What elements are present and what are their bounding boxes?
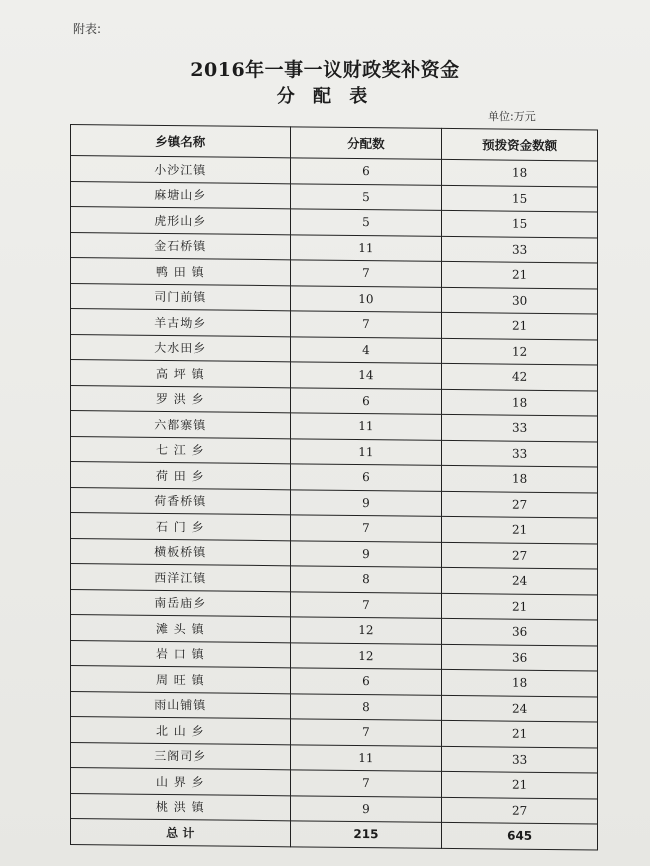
attachment-label: 附表: (73, 22, 102, 36)
amount-cell: 18 (442, 669, 598, 696)
amount-cell: 15 (442, 210, 598, 237)
township-cell: 雨山铺镇 (71, 691, 291, 719)
amount-cell: 21 (442, 312, 598, 339)
count-cell: 12 (290, 642, 442, 669)
amount-cell: 18 (442, 159, 598, 186)
township-cell: 大水田乡 (71, 334, 291, 362)
count-cell: 9 (290, 489, 442, 516)
township-cell: 荷 田 乡 (71, 462, 291, 490)
township-cell: 滩 头 镇 (71, 615, 291, 643)
count-cell: 9 (290, 540, 442, 567)
township-cell: 北 山 乡 (71, 717, 291, 745)
count-cell: 7 (290, 311, 442, 338)
count-cell: 14 (290, 362, 442, 389)
count-cell: 7 (290, 260, 442, 287)
count-cell: 11 (290, 744, 442, 771)
total-amount: 645 (442, 822, 598, 849)
township-cell: 虎形山乡 (71, 207, 291, 235)
amount-cell: 21 (442, 261, 598, 288)
amount-cell: 36 (442, 618, 598, 645)
count-cell: 9 (290, 795, 442, 822)
count-cell: 8 (290, 693, 442, 720)
unit-label: 单位:万元 (488, 110, 536, 123)
township-cell: 鸭 田 镇 (71, 258, 291, 286)
amount-cell: 24 (442, 695, 598, 722)
total-label: 总 计 (71, 819, 291, 847)
amount-cell: 21 (442, 720, 598, 747)
count-cell: 5 (290, 183, 442, 210)
count-cell: 7 (290, 591, 442, 618)
township-cell: 高 坪 镇 (71, 360, 291, 388)
amount-cell: 15 (442, 185, 598, 212)
amount-cell: 36 (442, 644, 598, 671)
township-cell: 羊古坳乡 (71, 309, 291, 337)
amount-cell: 27 (442, 542, 598, 569)
header-count: 分配数 (290, 127, 442, 160)
township-cell: 横板桥镇 (71, 538, 291, 566)
count-cell: 8 (290, 566, 442, 593)
township-cell: 金石桥镇 (71, 232, 291, 260)
total-row (71, 819, 598, 850)
amount-cell: 42 (442, 363, 598, 390)
amount-cell: 27 (442, 491, 598, 518)
amount-cell: 27 (442, 797, 598, 824)
township-cell: 周 旺 镇 (71, 666, 291, 694)
township-cell: 司门前镇 (71, 283, 291, 311)
document-title: 2016年一事一议财政奖补资金 (190, 59, 460, 81)
allocation-table (70, 124, 598, 850)
township-cell: 西洋江镇 (71, 564, 291, 592)
amount-cell: 21 (442, 516, 598, 543)
amount-cell: 12 (442, 338, 598, 365)
count-cell: 5 (290, 209, 442, 236)
amount-cell: 21 (442, 593, 598, 620)
township-cell: 小沙江镇 (71, 156, 291, 184)
document-subtitle: 分 配 表 (276, 86, 374, 107)
amount-cell: 33 (442, 746, 598, 773)
count-cell: 6 (290, 464, 442, 491)
amount-cell: 21 (442, 771, 598, 798)
header-amount: 预拨资金数额 (442, 128, 598, 161)
township-cell: 南岳庙乡 (71, 589, 291, 617)
amount-cell: 18 (442, 465, 598, 492)
count-cell: 6 (290, 668, 442, 695)
count-cell: 6 (290, 158, 442, 185)
township-cell: 三阁司乡 (71, 742, 291, 770)
total-count: 215 (290, 821, 442, 848)
count-cell: 12 (290, 617, 442, 644)
count-cell: 6 (290, 387, 442, 414)
header-township: 乡镇名称 (71, 125, 291, 158)
township-cell: 石 门 乡 (71, 513, 291, 541)
count-cell: 11 (290, 234, 442, 261)
count-cell: 7 (290, 770, 442, 797)
count-cell: 11 (290, 438, 442, 465)
township-cell: 麻塘山乡 (71, 181, 291, 209)
count-cell: 4 (290, 336, 442, 363)
table-body (71, 156, 598, 850)
township-cell: 六都寨镇 (71, 411, 291, 439)
amount-cell: 24 (442, 567, 598, 594)
amount-cell: 30 (442, 287, 598, 314)
township-cell: 七 江 乡 (71, 436, 291, 464)
township-cell: 山 界 乡 (71, 768, 291, 796)
amount-cell: 33 (442, 236, 598, 263)
amount-cell: 18 (442, 389, 598, 416)
amount-cell: 33 (442, 440, 598, 467)
township-cell: 岩 口 镇 (71, 640, 291, 668)
township-cell: 桃 洪 镇 (71, 793, 291, 821)
township-cell: 荷香桥镇 (71, 487, 291, 515)
township-cell: 罗 洪 乡 (71, 385, 291, 413)
count-cell: 10 (290, 285, 442, 312)
count-cell: 11 (290, 413, 442, 440)
count-cell: 7 (290, 719, 442, 746)
count-cell: 7 (290, 515, 442, 542)
amount-cell: 33 (442, 414, 598, 441)
